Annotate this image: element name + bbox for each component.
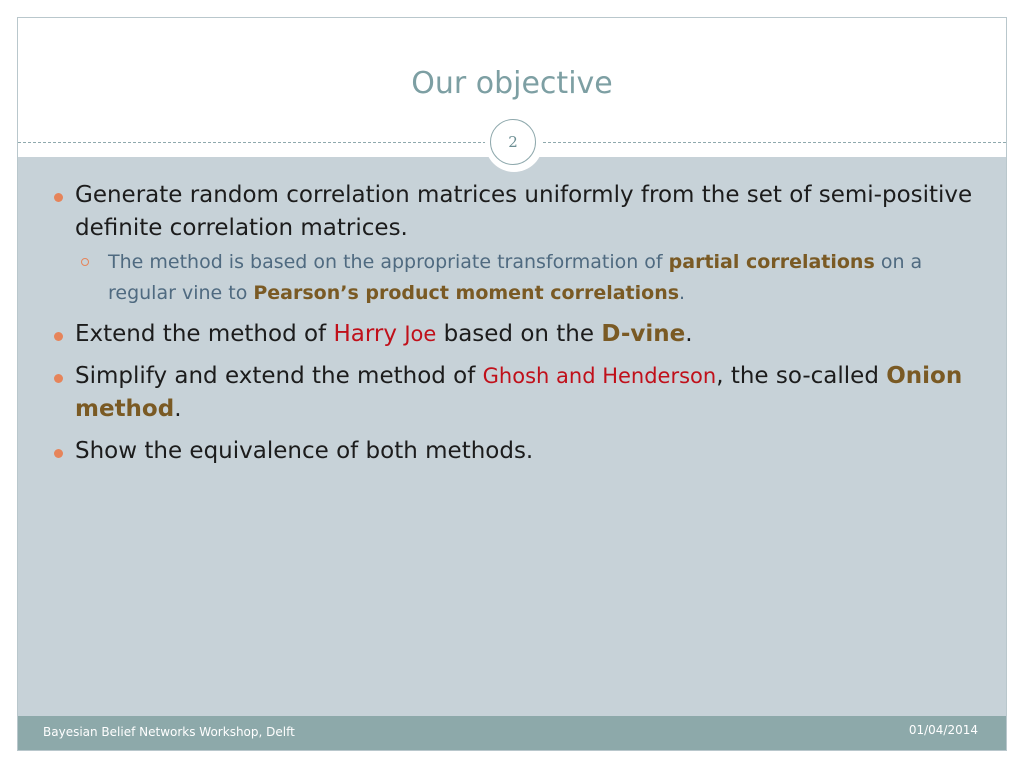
bullet-dot-icon <box>54 449 63 458</box>
footer-date: 01/04/2014 <box>908 723 978 737</box>
highlight-onion-method: Onion method <box>75 363 963 422</box>
bullet-item-equivalence <box>54 435 984 468</box>
page-number-badge <box>485 114 543 172</box>
ring-bullet-icon <box>81 258 89 266</box>
highlight-partial-correlations: partial correlations <box>668 251 875 273</box>
bullet-dot-icon <box>54 332 63 341</box>
bullet-text: Generate random correlation matrices uniformly from the set of semi-positive definite correlation matrices. <box>75 182 973 241</box>
bullet-text: Extend the method of <box>75 321 334 347</box>
footer-event: Bayesian Belief Networks Workshop, Delft <box>43 725 295 739</box>
bullet-text: , the so-called <box>716 363 887 389</box>
bullet-dot-icon <box>54 374 63 383</box>
highlight-joe: Joe <box>404 322 437 346</box>
bullet-text: Show the equivalence of both methods. <box>75 438 534 464</box>
highlight-ghosh-henderson: Ghosh and Henderson <box>482 364 717 388</box>
bullet-item-simplify <box>54 360 984 426</box>
bullet-dot-icon <box>54 193 63 202</box>
sub-bullet-item-method <box>75 247 984 309</box>
sub-bullet-list <box>75 247 984 309</box>
bullet-item-generate <box>54 179 984 309</box>
footer-bar <box>18 716 1006 750</box>
slide-title: Our objective <box>411 66 613 101</box>
highlight-pearson-correlations: Pearson’s product moment correlations <box>253 282 680 304</box>
bullet-text: . <box>174 396 182 422</box>
bullet-item-extend <box>54 318 984 351</box>
page-number: 2 <box>490 119 536 165</box>
sub-bullet-text: . <box>679 282 686 304</box>
highlight-harry: Harry <box>333 321 405 347</box>
bullet-text: based on the <box>436 321 602 347</box>
bullet-list <box>54 179 984 477</box>
sub-bullet-text: The method is based on the appropriate transformation of <box>108 251 669 273</box>
sub-bullet-text: on a regular vine to <box>108 251 923 304</box>
bullet-text: Simplify and extend the method of <box>75 363 483 389</box>
bullet-text: . <box>685 321 693 347</box>
slide-frame <box>17 17 1007 751</box>
highlight-d-vine: D-vine <box>601 321 686 347</box>
